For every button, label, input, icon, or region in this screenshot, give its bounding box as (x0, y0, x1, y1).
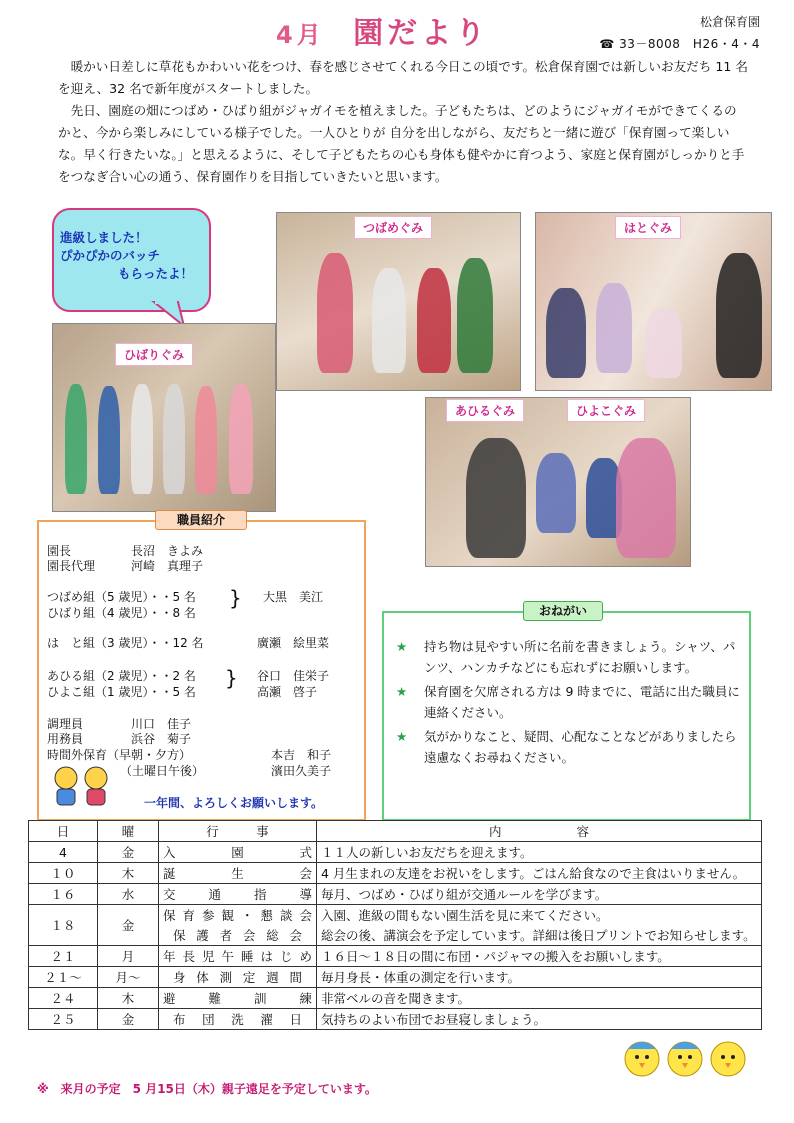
row-event: 避難訓練 (159, 988, 317, 1009)
bubble-line-3: もらったよ！ (118, 266, 194, 281)
row-dow: 月～ (98, 967, 159, 988)
table-row (29, 946, 762, 967)
row-dow: 金 (98, 842, 159, 863)
row-event: 交通指導 (159, 884, 317, 905)
request-item (396, 682, 741, 723)
row-content: 毎月身長・体重の測定を行います。 (317, 967, 762, 988)
staff-intro-title: 職員紹介 (155, 510, 247, 530)
header-dow: 曜 (98, 821, 159, 842)
row-content: １１人の新しいお友だちを迎えます。 (317, 842, 762, 863)
bubble-line-2: ぴかぴかのバッチ (60, 248, 161, 263)
row-event: 保育参観・懇談会 (159, 905, 317, 926)
table-row (29, 863, 762, 884)
staff-class-tsubame: つばめ組（5 歳児）・・5 名 (47, 590, 196, 604)
row-day: １６ (29, 884, 98, 905)
label-hiyoko: ひよこぐみ (567, 399, 645, 422)
staff-class-hiyoko: ひよこ組（1 歳児）・・5 名 (47, 685, 196, 699)
requests-title: おねがい (523, 601, 603, 621)
staff-role-saturday: （土曜日午後） (120, 764, 205, 778)
row-event: 誕生会 (159, 863, 317, 884)
requests-list (396, 637, 741, 772)
label-ahiru: あひるぐみ (446, 399, 524, 422)
staff-name-deputy: 河崎 真理子 (131, 559, 204, 573)
tel-and-date: 33－8008 H26・4・4 (619, 37, 760, 51)
row-content: １６日～１８日の間に布団・パジャマの搬入をお願いします。 (317, 946, 762, 967)
intro-text (58, 56, 748, 188)
row-day: ２１～ (29, 967, 98, 988)
children-illustration-icon (48, 764, 118, 810)
row-day: １８ (29, 905, 98, 946)
request-item (396, 637, 741, 678)
staff-name-hato: 廣瀬 絵里菜 (257, 636, 330, 650)
row-event: 布団洗濯日 (159, 1009, 317, 1030)
header-event: 行 事 (159, 821, 317, 842)
title-month: 4月 (276, 21, 325, 49)
staff-role-janitor: 用務員 (47, 732, 84, 746)
row-dow: 水 (98, 884, 159, 905)
table-row (29, 988, 762, 1009)
request-text: 持ち物は見やすい所に名前を書きましょう。シャツ、パンツ、ハンカチなどにも忘れずにお願いします。 (424, 639, 736, 675)
row-dow: 木 (98, 863, 159, 884)
header-day: 日 (29, 821, 98, 842)
staff-class-hibari: ひばり組（4 歳児）・・8 名 (47, 606, 196, 620)
bubble-text (60, 229, 193, 283)
row-day: ２５ (29, 1009, 98, 1030)
brace-icon: } (229, 586, 242, 610)
row-event: 年長児午睡はじめ (159, 946, 317, 967)
intro-paragraph-1: 暖かい日差しに草花もかわいい花をつけ、春を感じさせてくれる今日この頃です。松倉保育園では新しいお友だち 11 名を迎え、32 名で新年度がスタートしました。 (58, 59, 748, 96)
row-event: 入園式 (159, 842, 317, 863)
next-month-note: ※ 来月の予定 5 月15日（木）親子遠足を予定しています。 (37, 1082, 377, 1096)
row-day: 4 (29, 842, 98, 863)
photo-ahiru-hiyoko-class (425, 397, 691, 567)
row-day: １０ (29, 863, 98, 884)
brace-icon: } (225, 666, 238, 690)
row-content: 総会の後、講演会を予定しています。詳細は後日プリントでお知らせします。 (317, 925, 762, 946)
row-dow: 木 (98, 988, 159, 1009)
table-row (29, 1009, 762, 1030)
table-row (29, 905, 762, 926)
telephone-icon: ☎ (599, 37, 615, 51)
table-row (29, 884, 762, 905)
staff-thanks: 一年間、よろしくお願いします。 (144, 796, 324, 810)
request-item (396, 727, 741, 768)
request-text: 気がかりなこと、疑問、心配なことなどがありましたら遠慮なくお尋ねください。 (424, 729, 737, 765)
staff-name-saturday: 濱田久美子 (271, 764, 332, 778)
row-event: 保護者会総会 (159, 925, 317, 946)
row-event: 身体測定週間 (159, 967, 317, 988)
staff-role-deputy: 園長代理 (47, 559, 96, 573)
row-content: 気持ちのよい布団でお昼寝しましょう。 (317, 1009, 762, 1030)
table-row (29, 842, 762, 863)
row-content: 毎月、つばめ・ひばり組が交通ルールを学びます。 (317, 884, 762, 905)
bubble-line-1: 進級しました！ (60, 230, 148, 245)
row-dow: 金 (98, 1009, 159, 1030)
contact-line (599, 35, 760, 52)
staff-class-hato: は と組（3 歳児）・・12 名 (47, 636, 204, 650)
label-tsubame: つばめぐみ (354, 216, 432, 239)
staff-name-hiyoko: 高瀬 啓子 (257, 685, 318, 699)
label-hato: はとぐみ (615, 216, 681, 239)
schedule-header-row (29, 821, 762, 842)
row-dow: 月 (98, 946, 159, 967)
star-icon: ★ (396, 639, 408, 654)
staff-name-ahiru: 谷口 佳栄子 (257, 669, 330, 683)
header-content: 内 容 (317, 821, 762, 842)
row-dow: 金 (98, 905, 159, 946)
title-main: 園だより (353, 16, 490, 51)
request-text: 保育園を欠席される方は 9 時までに、電話に出た職員に連絡ください。 (424, 684, 740, 720)
staff-name-chief: 長沼 きよみ (131, 544, 204, 558)
staff-class-ahiru: あひる組（2 歳児）・・2 名 (47, 669, 196, 683)
chicks-illustration-icon (620, 1035, 750, 1090)
star-icon: ★ (396, 729, 408, 744)
organization-name: 松倉保育園 (699, 15, 760, 29)
star-icon: ★ (396, 684, 408, 699)
staff-name-cook: 川口 佳子 (131, 717, 192, 731)
staff-name-extended: 本吉 和子 (271, 748, 332, 762)
table-row (29, 967, 762, 988)
staff-role-cook: 調理員 (47, 717, 84, 731)
staff-role-extended: 時間外保育（早朝・夕方） (47, 748, 192, 762)
staff-name-tsubame-hibari: 大黒 美江 (263, 590, 324, 604)
row-day: ２４ (29, 988, 98, 1009)
label-hibari: ひばりぐみ (115, 343, 193, 366)
schedule-table (28, 820, 762, 1030)
row-day: ２１ (29, 946, 98, 967)
intro-paragraph-2: 先日、園庭の畑につばめ・ひばり組がジャガイモを植えました。子どもたちは、どのようにジャガイモができてくるのかと、今から楽しみにしている様子でした。一人ひとりが 自分を出しながら、友だちと一緒に遊び「保育園って楽しいな。早く行きたいな。」と思えるように、そして子どもたちの心も身体も健やかに育つよう、家庭と保育園がしっかりと手をつなぎ合い心の通う、保育園作りを目指していきたいと思います。 (58, 103, 745, 184)
row-content: 入園、進級の間もない園生活を見に来てください。 (317, 905, 762, 926)
staff-name-janitor: 浜谷 菊子 (131, 732, 192, 746)
staff-role-chief: 園長 (47, 544, 72, 558)
row-content: 非常ベルの音を聞きます。 (317, 988, 762, 1009)
newsletter-title (276, 8, 526, 50)
row-content: 4 月生まれの友達をお祝いをします。ごはん給食なので主食はいりません。 (317, 863, 762, 884)
